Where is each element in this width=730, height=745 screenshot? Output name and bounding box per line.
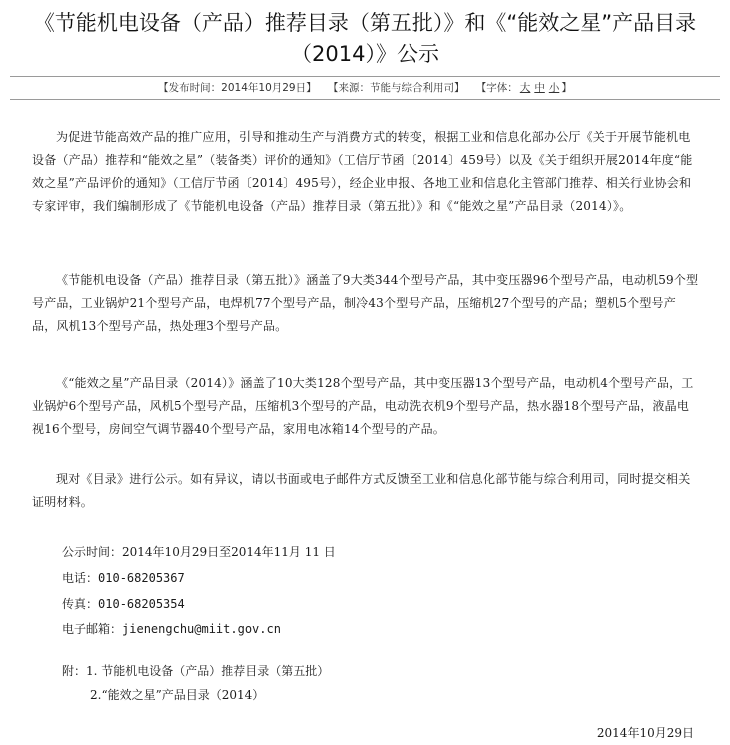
page-title: 《节能机电设备（产品）推荐目录（第五批）》和《“能效之星”产品目录（2014）》公示 [33,11,697,66]
signature-date: 2014年10月29日 [596,726,694,740]
paragraph-intro: 为促进节能高效产品的推广应用，引导和推动生产与消费方式的转变，根据工业和信息化部办公厅《关于开展节能机电设备（产品）推荐和“能效之星”（装备类）评价的通知》（工信厅节函〔2014〕459号）以及《关于组织开展2014年度“能效之星”产品评价的通知》（工信厅节函〔2014〕495号），经企业申报、各地工业和信息化主管部门推荐、相关行业协会和专家评审，我们编制形成了《节能机电设备（产品）推荐目录（第五批）》和《“能效之星”产品目录（2014）》。 [32,130,693,213]
email-value[interactable]: jienengchu@miit.gov.cn [122,622,281,636]
fax [62,594,185,614]
attachment-1 [62,661,329,681]
font-size-medium-link[interactable]: 中 [534,82,545,94]
paragraph-feedback: 现对《目录》进行公示。如有异议，请以书面或电子邮件方式反馈至工业和信息化部节能与综合利用司，同时提交相关证明材料。 [32,472,691,509]
attachment-2-label: 2.“能效之星”产品目录（2014） [90,688,265,702]
font-size-label: 【字体： [475,82,518,94]
font-size-small-link[interactable]: 小 [548,82,560,94]
font-size-close: 】 [561,82,572,94]
paragraph-catalog-5: 《节能机电设备（产品）推荐目录（第五批）》涵盖了9大类344个型号产品，其中变压器96个型号产品，电动机59个型号产品，工业锅炉21个型号产品，电焊机77个型号产品，制冷43个型号产品，压缩机27个型号的产品；塑机5个型号产品，风机13个型号产品，热处理3个型号产品。 [32,273,699,333]
font-size-large-link[interactable]: 大 [519,82,531,94]
publish-date: 【发布时间：2014年10月29日】 [158,82,317,94]
attachments-prefix: 附： [62,664,87,678]
fax-value: 010-68205354 [98,597,185,611]
phone [62,568,185,588]
paragraph-energy-star: 《“能效之星”产品目录（2014）》涵盖了10大类128个型号产品，其中变压器13个型号产品，电动机4个型号产品，工业锅炉6个型号产品，风机5个型号产品，压缩机3个型号的产品，电动洗衣机9个型号产品，热水器18个型号产品，液晶电视16个型号，房间空气调节器40个型号产品，家用电冰箱14个型号的产品。 [32,376,694,436]
attachment-1-label: 1. 节能机电设备（产品）推荐目录（第五批） [86,664,330,678]
source: 【来源：节能与综合利用司】 [327,82,465,94]
font-size-switcher [476,82,572,94]
phone-value: 010-68205367 [98,571,185,585]
notice-period [62,542,336,562]
email-label: 电子邮箱： [62,622,123,636]
attachment-2 [90,685,264,705]
email [62,619,281,639]
meta-bar [10,76,720,100]
fax-label: 传真： [62,597,99,611]
phone-label: 电话： [62,571,99,585]
notice-period-label: 公示时间： [62,545,123,559]
notice-period-value: 2014年10月29日至2014年11月 11 日 [122,545,336,559]
